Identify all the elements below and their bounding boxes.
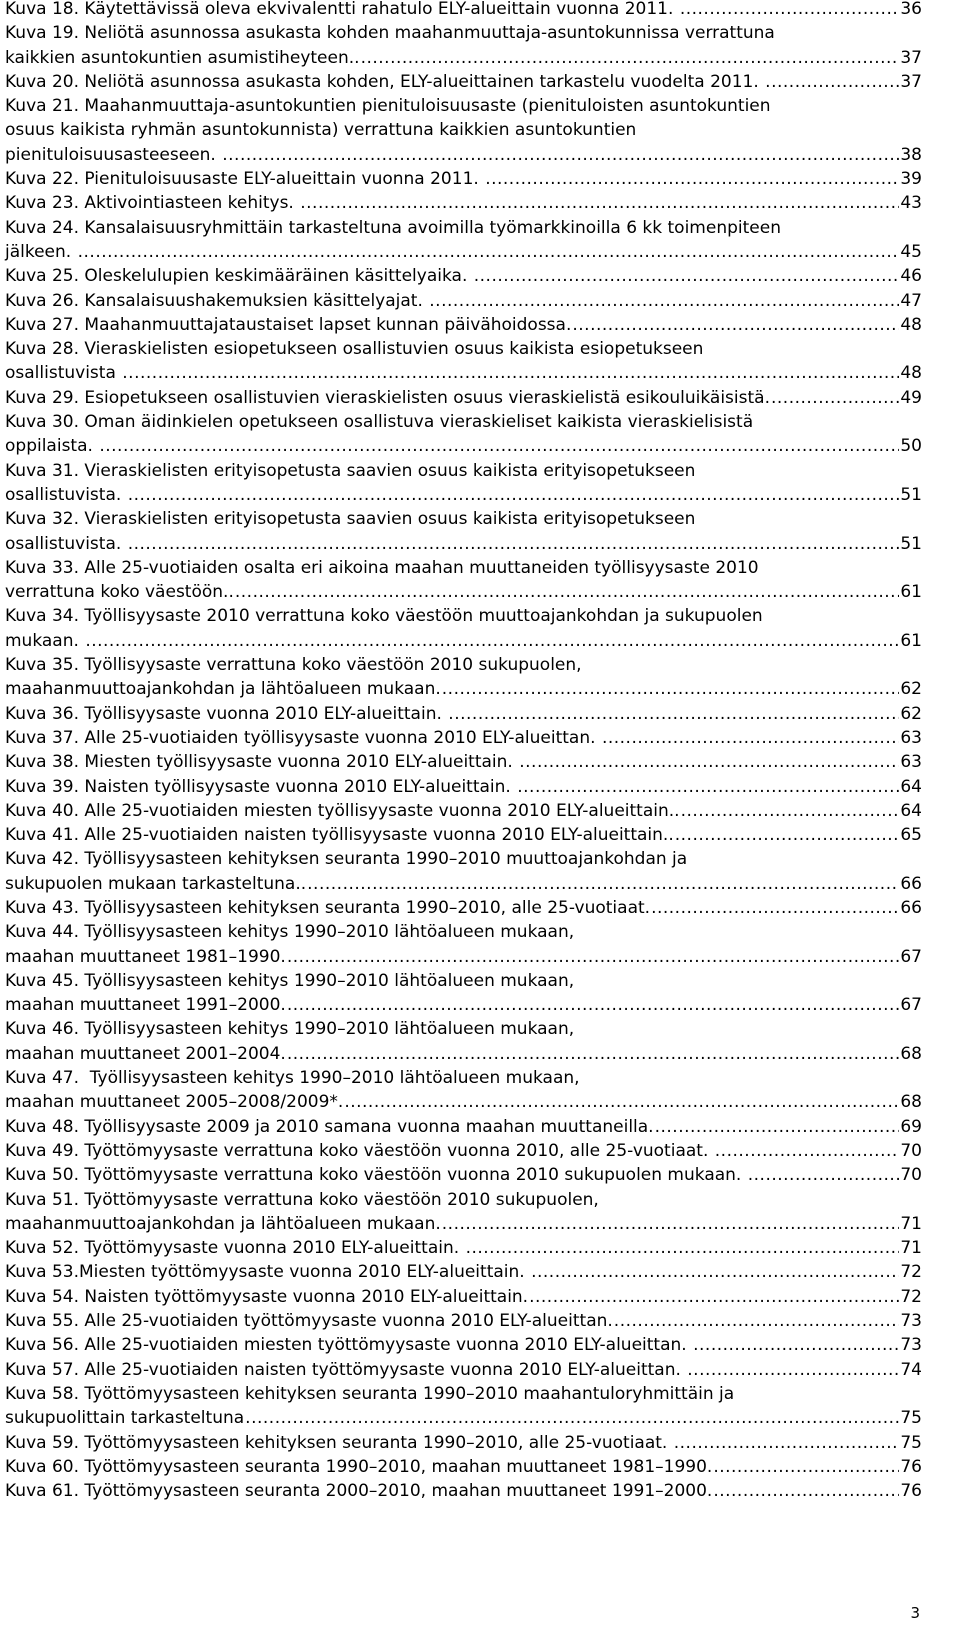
toc-entry[interactable] — [5, 21, 922, 70]
toc-entry-title: maahan muuttaneet 2005–2008/2009*. — [5, 1092, 344, 1113]
toc-entry-last-line — [5, 313, 922, 337]
dot-leader — [442, 677, 900, 701]
toc-entry-title: maahanmuuttoajankohdan ja lähtöalueen mukaan. — [5, 679, 441, 700]
dot-leader — [122, 361, 899, 385]
dot-leader — [485, 167, 899, 191]
toc-entry-page: 67 — [900, 946, 922, 967]
toc-entry-title: Kuva 50. Työttömyysaste verrattuna koko väestöön vuonna 2010 sukupuolen mukaan. — [5, 1165, 747, 1186]
toc-entry-title: Kuva 40. Alle 25-vuotiaiden miesten työllisyysaste vuonna 2010 ELY-alueittain.. — [5, 800, 680, 821]
toc-entry-page: 76 — [900, 1456, 922, 1477]
toc-entry-last-line — [5, 945, 922, 969]
list-of-figures — [5, 0, 922, 1503]
toc-entry-title: maahanmuuttoajankohdan ja lähtöalueen mukaan. — [5, 1213, 441, 1234]
toc-entry[interactable] — [5, 459, 922, 508]
toc-entry-title: Kuva 61. Työttömyysasteen seuranta 2000–2010, maahan muuttaneet 1991–2000. — [5, 1481, 713, 1502]
toc-entry-title: Kuva 36. Työllisyysaste vuonna 2010 ELY-alueittain. — [5, 703, 448, 724]
toc-entry-title: maahan muuttaneet 1981–1990. — [5, 946, 286, 967]
toc-entry-last-line — [5, 1042, 922, 1066]
toc-entry-page: 71 — [900, 1213, 922, 1234]
toc-entry-last-line — [5, 289, 922, 313]
toc-entry-title: Kuva 47. Työllisyysasteen kehitys 1990–2010 lähtöalueen mukaan, — [5, 1068, 580, 1089]
toc-entry-last-line — [5, 191, 922, 215]
toc-entry[interactable] — [5, 94, 922, 167]
toc-entry-title: jälkeen. — [5, 241, 77, 262]
toc-entry-last-line — [5, 167, 922, 191]
toc-entry[interactable] — [5, 1479, 922, 1503]
dot-leader — [344, 1090, 899, 1114]
toc-entry[interactable] — [5, 386, 922, 410]
dot-leader — [674, 1431, 900, 1455]
toc-entry-title: Kuva 32. Vieraskielisten erityisopetusta saavien osuus kaikista erityisopetukseen — [5, 509, 696, 530]
dot-leader — [748, 1163, 900, 1187]
dot-leader — [307, 872, 899, 896]
toc-entry-page: 75 — [900, 1432, 922, 1453]
toc-entry-page: 70 — [900, 1165, 922, 1186]
dot-leader — [245, 1406, 899, 1430]
toc-entry-last-line — [5, 361, 922, 385]
toc-entry-page: 73 — [900, 1335, 922, 1356]
toc-entry-title: Kuva 59. Työttömyysasteen kehityksen seuranta 1990–2010, alle 25-vuotiaat. — [5, 1432, 673, 1453]
toc-entry-title: Kuva 19. Neliötä asunnossa asukasta kohden maahanmuuttaja-asuntokunnissa verrattuna — [5, 23, 775, 44]
toc-entry[interactable] — [5, 1358, 922, 1382]
dot-leader — [287, 993, 900, 1017]
toc-entry[interactable] — [5, 1017, 922, 1066]
dot-leader — [713, 1479, 899, 1503]
toc-entry-last-line — [5, 70, 922, 94]
toc-entry-page: 45 — [900, 241, 922, 262]
toc-entry-title: Kuva 35. Työllisyysaste verrattuna koko väestöön 2010 sukupuolen, — [5, 655, 582, 676]
toc-entry-page: 61 — [900, 630, 922, 651]
toc-entry-title: maahan muuttaneet 2001–2004. — [5, 1043, 286, 1064]
toc-entry-page: 65 — [900, 825, 922, 846]
toc-entry[interactable] — [5, 410, 922, 459]
toc-entry-page: 47 — [900, 290, 922, 311]
toc-entry-page: 46 — [900, 266, 922, 287]
toc-entry[interactable] — [5, 1139, 922, 1163]
toc-entry[interactable] — [5, 823, 922, 847]
toc-entry-last-line — [5, 1212, 922, 1236]
toc-entry[interactable] — [5, 289, 922, 313]
toc-entry[interactable] — [5, 1163, 922, 1187]
dot-leader — [222, 143, 899, 167]
toc-entry[interactable] — [5, 1188, 922, 1237]
dot-leader — [429, 289, 899, 313]
dot-leader — [78, 240, 900, 264]
toc-entry-page: 68 — [900, 1043, 922, 1064]
toc-entry-last-line — [5, 1333, 922, 1357]
toc-entry-last-line — [5, 240, 922, 264]
toc-entry[interactable] — [5, 702, 922, 726]
toc-entry[interactable] — [5, 507, 922, 556]
dot-leader — [287, 945, 900, 969]
toc-entry-title: Kuva 21. Maahanmuuttaja-asuntokuntien pienituloisuusaste (pienituloisten asuntokuntien — [5, 96, 771, 117]
dot-leader — [448, 702, 899, 726]
dot-leader — [675, 823, 900, 847]
dot-leader — [300, 191, 899, 215]
toc-entry-title: Kuva 55. Alle 25-vuotiaiden työttömyysaste vuonna 2010 ELY-alueittan. — [5, 1311, 613, 1332]
toc-entry-last-line — [5, 580, 922, 604]
toc-entry-title: Kuva 25. Oleskelulupien keskimääräinen käsittelyaika. — [5, 266, 473, 287]
toc-entry-last-line — [5, 775, 922, 799]
toc-entry[interactable] — [5, 847, 922, 896]
toc-entry-page: 69 — [900, 1116, 922, 1137]
toc-entry-page: 64 — [900, 800, 922, 821]
toc-entry-title: Kuva 20. Neliötä asunnossa asukasta kohden, ELY-alueittainen tarkastelu vuodelta 2011. — [5, 71, 765, 92]
toc-entry-page: 72 — [900, 1286, 922, 1307]
toc-entry-title: Kuva 53.Miesten työttömyysaste vuonna 2010 ELY-alueittain. — [5, 1262, 531, 1283]
toc-entry-title: Kuva 26. Kansalaisuushakemuksien käsittelyajat. — [5, 290, 429, 311]
toc-entry[interactable] — [5, 920, 922, 969]
dot-leader — [614, 1309, 900, 1333]
toc-entry[interactable] — [5, 1236, 922, 1260]
toc-entry[interactable] — [5, 0, 922, 21]
toc-entry-last-line — [5, 677, 922, 701]
toc-entry-title: Kuva 51. Työttömyysaste verrattuna koko väestöön 2010 sukupuolen, — [5, 1189, 599, 1210]
toc-entry[interactable] — [5, 969, 922, 1018]
toc-entry-title: Kuva 49. Työttömyysaste verrattuna koko väestöön vuonna 2010, alle 25-vuotiaat. — [5, 1140, 714, 1161]
toc-entry[interactable] — [5, 1333, 922, 1357]
toc-entry-title: osallistuvista. — [5, 533, 127, 554]
dot-leader — [442, 1212, 900, 1236]
toc-entry-last-line — [5, 0, 922, 21]
toc-entry-title: oppilaista. — [5, 436, 99, 457]
toc-entry-line — [5, 920, 922, 944]
toc-entry-last-line — [5, 1139, 922, 1163]
toc-entry-title: Kuva 23. Aktivointiasteen kehitys. — [5, 193, 300, 214]
toc-entry-last-line — [5, 1115, 922, 1139]
toc-entry-line — [5, 459, 922, 483]
toc-entry-last-line — [5, 386, 922, 410]
toc-entry[interactable] — [5, 750, 922, 774]
toc-entry-page: 67 — [900, 995, 922, 1016]
toc-entry-last-line — [5, 1309, 922, 1333]
toc-entry-last-line — [5, 1090, 922, 1114]
toc-entry-last-line — [5, 750, 922, 774]
toc-entry-last-line — [5, 1260, 922, 1284]
toc-entry-last-line — [5, 434, 922, 458]
toc-entry-title: Kuva 44. Työllisyysasteen kehitys 1990–2010 lähtöalueen mukaan, — [5, 922, 575, 943]
dot-leader — [519, 750, 899, 774]
toc-entry-last-line — [5, 1406, 922, 1430]
toc-entry-line — [5, 337, 922, 361]
dot-leader — [361, 46, 900, 70]
toc-entry[interactable] — [5, 1285, 922, 1309]
toc-entry-line — [5, 21, 922, 45]
toc-entry-title: mukaan. — [5, 630, 85, 651]
toc-entry-title: Kuva 37. Alle 25-vuotiaiden työllisyysaste vuonna 2010 ELY-alueittan. — [5, 727, 601, 748]
toc-entry[interactable] — [5, 1115, 922, 1139]
toc-entry-last-line — [5, 1479, 922, 1503]
toc-entry-last-line — [5, 823, 922, 847]
toc-entry-title: pienituloisuusasteeseen. — [5, 144, 222, 165]
toc-entry-page: 68 — [900, 1092, 922, 1113]
toc-entry-title: Kuva 60. Työttömyysasteen seuranta 1990–2010, maahan muuttaneet 1981–1990. — [5, 1456, 713, 1477]
toc-entry-line — [5, 653, 922, 677]
toc-entry-title: Kuva 24. Kansalaisuusryhmittäin tarkasteltuna avoimilla työmarkkinoilla 6 kk toimenpiteen — [5, 217, 781, 238]
toc-entry-last-line — [5, 702, 922, 726]
toc-entry[interactable] — [5, 775, 922, 799]
toc-entry-last-line — [5, 1358, 922, 1382]
toc-entry[interactable] — [5, 1260, 922, 1284]
toc-entry-page: 43 — [900, 193, 922, 214]
toc-entry-page: 61 — [900, 582, 922, 603]
toc-entry-title: Kuva 22. Pienituloisuusaste ELY-alueittain vuonna 2011. — [5, 169, 485, 190]
toc-entry-title: Kuva 41. Alle 25-vuotiaiden naisten työllisyysaste vuonna 2010 ELY-alueittain.. — [5, 825, 674, 846]
toc-entry-title: Kuva 34. Työllisyysaste 2010 verrattuna koko väestöön muuttoajankohdan ja sukupuolen — [5, 606, 763, 627]
toc-entry[interactable] — [5, 216, 922, 265]
toc-entry-page: 63 — [900, 752, 922, 773]
toc-entry[interactable] — [5, 1431, 922, 1455]
toc-entry-last-line — [5, 143, 922, 167]
toc-entry[interactable] — [5, 799, 922, 823]
toc-entry[interactable] — [5, 191, 922, 215]
toc-entry-page: 37 — [900, 71, 922, 92]
toc-entry-line — [5, 507, 922, 531]
dot-leader — [693, 1333, 899, 1357]
toc-entry-last-line — [5, 1236, 922, 1260]
dot-leader — [517, 775, 899, 799]
dot-leader — [529, 1285, 899, 1309]
dot-leader — [771, 386, 899, 410]
toc-entry-line — [5, 94, 922, 118]
toc-entry-page: 38 — [900, 144, 922, 165]
dot-leader — [474, 264, 900, 288]
toc-entry-page: 50 — [900, 436, 922, 457]
toc-entry-title: Kuva 56. Alle 25-vuotiaiden miesten työttömyysaste vuonna 2010 ELY-alueittan. — [5, 1335, 693, 1356]
toc-entry-page: 51 — [900, 484, 922, 505]
dot-leader — [680, 0, 900, 21]
toc-entry-page: 48 — [900, 314, 922, 335]
dot-leader — [235, 580, 900, 604]
toc-entry-page: 73 — [900, 1311, 922, 1332]
toc-entry-title: Kuva 33. Alle 25-vuotiaiden osalta eri aikoina maahan muuttaneiden työllisyysaste 2010 — [5, 557, 759, 578]
toc-entry-page: 66 — [900, 873, 922, 894]
toc-entry-title: Kuva 28. Vieraskielisten esiopetukseen osallistuvien osuus kaikista esiopetukseen — [5, 339, 704, 360]
toc-entry-page: 62 — [900, 703, 922, 724]
dot-leader — [128, 483, 900, 507]
toc-entry-page: 64 — [900, 776, 922, 797]
toc-entry-last-line — [5, 872, 922, 896]
dot-leader — [531, 1260, 899, 1284]
toc-entry-page: 49 — [900, 387, 922, 408]
toc-entry-title: Kuva 31. Vieraskielisten erityisopetusta saavien osuus kaikista erityisopetukseen — [5, 460, 696, 481]
toc-entry-title: maahan muuttaneet 1991–2000. — [5, 995, 286, 1016]
toc-entry[interactable] — [5, 1455, 922, 1479]
dot-leader — [287, 1042, 900, 1066]
toc-entry-title: kaikkien asuntokuntien asumistiheyteen.. — [5, 47, 360, 68]
toc-entry-title: sukupuolittain tarkasteltuna — [5, 1408, 245, 1429]
toc-entry-page: 62 — [900, 679, 922, 700]
toc-entry-line — [5, 216, 922, 240]
toc-entry[interactable] — [5, 264, 922, 288]
toc-entry[interactable] — [5, 1382, 922, 1431]
dot-leader — [466, 1236, 900, 1260]
toc-entry-title: Kuva 27. Maahanmuuttajataustaiset lapset kunnan päivähoidossa. — [5, 314, 572, 335]
toc-entry[interactable] — [5, 726, 922, 750]
toc-entry-title: Kuva 52. Työttömyysaste vuonna 2010 ELY-alueittain. — [5, 1238, 465, 1259]
toc-entry-line — [5, 1017, 922, 1041]
toc-entry-title: Kuva 38. Miesten työllisyysaste vuonna 2010 ELY-alueittain. — [5, 752, 519, 773]
toc-entry-title: osallistuvista. — [5, 484, 127, 505]
toc-entry[interactable] — [5, 167, 922, 191]
toc-entry-last-line — [5, 1163, 922, 1187]
dot-leader — [713, 1455, 899, 1479]
dot-leader — [765, 70, 899, 94]
toc-entry-last-line — [5, 993, 922, 1017]
toc-entry[interactable] — [5, 604, 922, 653]
dot-leader — [651, 896, 899, 920]
toc-entry-page: 36 — [900, 0, 922, 19]
toc-entry-title: Kuva 54. Naisten työttömyysaste vuonna 2010 ELY-alueittain. — [5, 1286, 529, 1307]
dot-leader — [99, 434, 899, 458]
toc-entry-title: Kuva 43. Työllisyysasteen kehityksen seuranta 1990–2010, alle 25-vuotiaat. — [5, 897, 651, 918]
dot-leader — [715, 1139, 900, 1163]
toc-entry-last-line — [5, 1285, 922, 1309]
toc-entry-title: Kuva 45. Työllisyysasteen kehitys 1990–2010 lähtöalueen mukaan, — [5, 970, 575, 991]
toc-entry-page: 74 — [900, 1359, 922, 1380]
toc-entry-title: verrattuna koko väestöön.. — [5, 582, 234, 603]
toc-entry-line — [5, 604, 922, 628]
toc-entry-last-line — [5, 896, 922, 920]
dot-leader — [128, 532, 900, 556]
toc-entry-line — [5, 1188, 922, 1212]
toc-entry-last-line — [5, 799, 922, 823]
toc-entry[interactable] — [5, 653, 922, 702]
toc-entry-last-line — [5, 532, 922, 556]
toc-entry-last-line — [5, 1431, 922, 1455]
toc-entry[interactable] — [5, 1066, 922, 1115]
toc-entry-title: osallistuvista — [5, 363, 122, 384]
toc-entry-last-line — [5, 264, 922, 288]
dot-leader — [681, 799, 900, 823]
toc-entry-page: 48 — [900, 363, 922, 384]
dot-leader — [602, 726, 899, 750]
dot-leader — [687, 1358, 899, 1382]
page-number: 3 — [910, 1604, 920, 1622]
toc-entry-line — [5, 410, 922, 434]
toc-entry-title: Kuva 29. Esiopetukseen osallistuvien vieraskielisten osuus vieraskielistä esikouluikäisistä. — [5, 387, 770, 408]
toc-entry-line — [5, 1382, 922, 1406]
toc-entry-last-line — [5, 1455, 922, 1479]
toc-entry-last-line — [5, 46, 922, 70]
toc-entry-line — [5, 556, 922, 580]
toc-entry-title: Kuva 58. Työttömyysasteen kehityksen seuranta 1990–2010 maahantuloryhmittäin ja — [5, 1383, 735, 1404]
toc-entry-line — [5, 847, 922, 871]
toc-entry-page: 39 — [900, 169, 922, 190]
toc-entry-title: Kuva 57. Alle 25-vuotiaiden naisten työttömyysaste vuonna 2010 ELY-alueittan. — [5, 1359, 687, 1380]
toc-entry-title: Kuva 42. Työllisyysasteen kehityksen seuranta 1990–2010 muuttoajankohdan ja — [5, 849, 688, 870]
dot-leader — [655, 1115, 900, 1139]
toc-entry-page: 63 — [900, 727, 922, 748]
toc-entry-page: 75 — [900, 1408, 922, 1429]
toc-entry-page: 37 — [900, 47, 922, 68]
toc-entry-last-line — [5, 629, 922, 653]
toc-entry-title: Kuva 39. Naisten työllisyysaste vuonna 2010 ELY-alueittain. — [5, 776, 517, 797]
toc-entry-line — [5, 1066, 922, 1090]
toc-entry-page: 71 — [900, 1238, 922, 1259]
dot-leader — [572, 313, 899, 337]
toc-entry[interactable] — [5, 556, 922, 605]
toc-entry-page: 51 — [900, 533, 922, 554]
toc-entry-title: Kuva 18. Käytettävissä oleva ekvivalentti rahatulo ELY-alueittain vuonna 2011. — [5, 0, 679, 19]
toc-entry-page: 66 — [900, 897, 922, 918]
toc-entry[interactable] — [5, 896, 922, 920]
toc-entry-page: 72 — [900, 1262, 922, 1283]
toc-entry-title: Kuva 48. Työllisyysaste 2009 ja 2010 samana vuonna maahan muuttaneilla. — [5, 1116, 654, 1137]
toc-entry[interactable] — [5, 313, 922, 337]
toc-entry-title: Kuva 30. Oman äidinkielen opetukseen osallistuva vieraskieliset kaikista vieraskielisistä — [5, 412, 754, 433]
toc-entry[interactable] — [5, 1309, 922, 1333]
toc-entry-line — [5, 969, 922, 993]
toc-entry-title: Kuva 46. Työllisyysasteen kehitys 1990–2010 lähtöalueen mukaan, — [5, 1019, 575, 1040]
toc-entry[interactable] — [5, 70, 922, 94]
dot-leader — [85, 629, 899, 653]
toc-entry-last-line — [5, 726, 922, 750]
toc-entry[interactable] — [5, 337, 922, 386]
toc-entry-last-line — [5, 483, 922, 507]
toc-entry-title: osuus kaikista ryhmän asuntokunnista) verrattuna kaikkien asuntokuntien — [5, 120, 637, 141]
toc-entry-page: 70 — [900, 1140, 922, 1161]
toc-entry-title: sukupuolen mukaan tarkasteltuna.. — [5, 873, 307, 894]
toc-entry-page: 76 — [900, 1481, 922, 1502]
toc-entry-line — [5, 118, 922, 142]
